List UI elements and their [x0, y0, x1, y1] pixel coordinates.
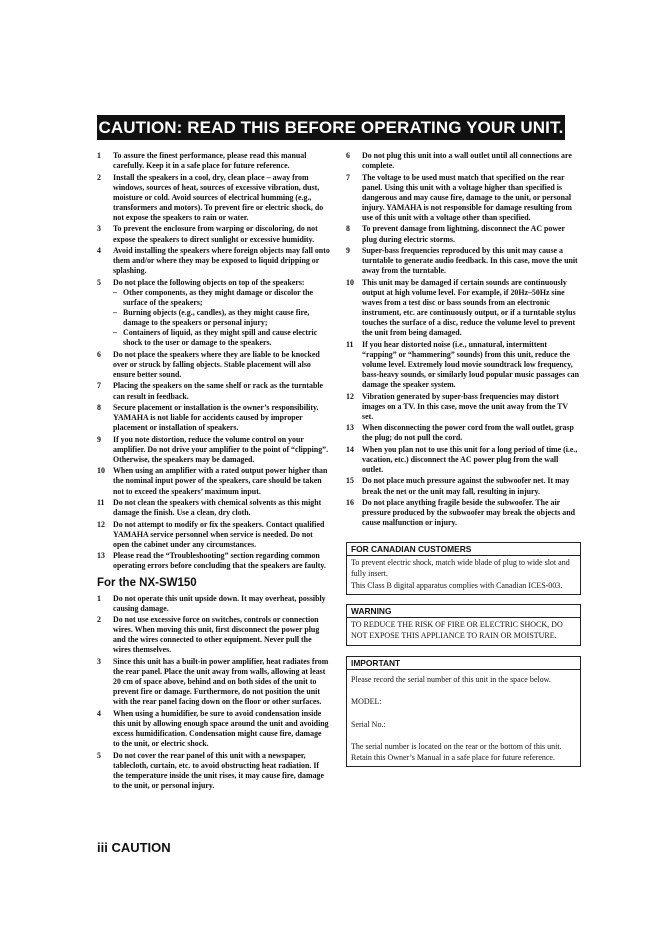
serial-location-text: The serial number is located on the rear or the bottom of this unit. [351, 741, 562, 751]
canadian-plug-notice: To prevent electric shock, match wide blade of plug to wide slot and fully insert. [351, 558, 570, 579]
item-number: 12 [346, 391, 354, 401]
item-number: 2 [97, 615, 101, 625]
list-item [97, 466, 330, 496]
item-text: Since this unit has a built-in power amplifier, heat radiates from the rear panel. Place the unit away from walls, allowing at least 20 cm of space above, behind and on both sides of the unit to prevent fire or damage. Furthermore, do not position the unit with the rear panel facing down on the floor or other surfaces. [113, 656, 329, 707]
item-text: Do not plug this unit into a wall outlet until all connections are complete. [362, 151, 572, 171]
dash-bullet: – [113, 328, 117, 338]
list-item [346, 278, 579, 339]
item-number: 6 [97, 349, 101, 359]
retain-manual-text: Retain this Owner’s Manual in a safe place for future reference. [351, 753, 555, 763]
list-item [97, 594, 330, 614]
list-item [97, 381, 330, 401]
item-text: To prevent the enclosure from warping or discoloring, do not expose the speakers to direct sunlight or excessive humidity. [113, 224, 318, 244]
item-text: Do not attempt to modify or fix the speakers. Contact qualified YAMAHA service personnel when service is needed. Do not open the cabinet under any circumstances. [113, 519, 325, 549]
item-number: 6 [346, 151, 350, 160]
warning-title: WARNING [347, 605, 580, 618]
item-number: 11 [97, 498, 105, 507]
item-text: Vibration generated by super-bass frequencies may distort images on a TV. In this case, move the unit away from the TV set. [362, 391, 568, 421]
caution-banner: CAUTION: READ THIS BEFORE OPERATING YOUR UNIT. [97, 115, 565, 140]
item-number: 13 [346, 423, 354, 433]
item-text: To prevent damage from lightning, disconnect the AC power plug during electric storms. [362, 224, 565, 244]
list-item [97, 520, 330, 550]
list-item [97, 498, 330, 518]
item-number: 4 [97, 708, 101, 718]
list-item [346, 392, 579, 422]
list-item [97, 751, 330, 791]
list-item [346, 423, 579, 443]
sub-item-text: Burning objects (e.g., candles), as they might cause fire, damage to the speakers or personal injury; [123, 307, 310, 328]
item-text: Do not operate this unit upside down. It may overheat, possibly causing damage. [113, 593, 326, 613]
dash-bullet: – [113, 307, 117, 317]
list-item [97, 403, 330, 433]
item-text: Do not place much pressure against the subwoofer net. It may break the net or the unit may fall, resulting in injury. [362, 476, 570, 496]
item-text: Secure placement or installation is the owner’s responsibility. YAMAHA is not liable for accidents caused by improper placement or installation of speakers. [113, 402, 319, 433]
list-item [346, 498, 579, 528]
dash-bullet: – [113, 287, 117, 297]
list-item [97, 246, 330, 276]
sub-list-item [113, 308, 330, 328]
item-text: Do not clean the speakers with chemical solvents as this might damage the finish. Use a clean, dry cloth. [113, 498, 322, 518]
item-number: 3 [97, 656, 101, 666]
item-text: The voltage to be used must match that specified on the rear panel. Using this unit with a voltage higher than specified is dangerous and may cause fire, damage to the unit, or personal injury. YAMAHA is not responsible for damage resulting from use of this unit with a voltage other than specified. [362, 172, 572, 222]
item-number: 14 [346, 444, 354, 454]
right-column [346, 151, 579, 530]
item-number: 12 [97, 519, 105, 529]
item-text: This unit may be damaged if certain sounds are continuously output at high volume level. For example, if 20Hz–50Hz sine waves from a test disc or bass sounds from an electronic instrument, etc. are continuously output, or if a turntable stylus touches the surface of a disc, reduce the volume level to prevent the unit from being damaged. [362, 277, 576, 338]
item-text: Do not use excessive force on switches, controls or connection wires. When moving this unit, first disconnect the power plug and the wires connected to other equipment. Never pull the wires themselves. [113, 615, 320, 655]
item-number: 2 [97, 172, 101, 182]
item-text: Placing the speakers on the same shelf or rack as the turntable can result in feedback. [113, 381, 324, 401]
important-title: IMPORTANT [347, 657, 580, 670]
item-text: When using a humidifier, be sure to avoid condensation inside this unit by allowing enough space around the unit and avoiding excess humidification. Condensation might cause fire, damage to the unit, or electric shock. [113, 708, 329, 749]
canadian-ices-notice: This Class B digital apparatus complies with Canadian ICES-003. [351, 580, 563, 590]
item-number: 9 [97, 434, 101, 444]
item-number: 9 [346, 246, 350, 256]
list-item [346, 445, 579, 475]
sub-list [113, 288, 330, 349]
item-number: 7 [97, 381, 101, 391]
important-box [346, 656, 581, 767]
list-item [346, 224, 579, 244]
list-item [346, 151, 579, 171]
item-text: If you note distortion, reduce the volume control on your amplifier. Do not drive your amplifier to the point of “clipping”. Otherwise, the speakers may be damaged. [113, 434, 329, 464]
list-item [97, 278, 330, 349]
list-item [97, 350, 330, 380]
left-column [97, 151, 330, 792]
item-number: 10 [346, 277, 354, 287]
list-item [97, 657, 330, 707]
item-number: 11 [346, 339, 354, 349]
item-text: Super-bass frequencies reproduced by this unit may cause a turntable to generate audio feedback. In this case, move the unit away from the turntable. [362, 246, 578, 276]
item-number: 5 [97, 750, 101, 760]
item-text: When using an amplifier with a rated output power higher than the nominal input power of the speakers, care should be taken not to exceed the speakers’ maximum input. [113, 466, 328, 496]
list-item [97, 224, 330, 244]
item-text: When you plan not to use this unit for a long period of time (i.e., vacation, etc.) disconnect the AC power plug from the wall outlet. [362, 444, 578, 474]
item-number: 16 [346, 498, 354, 507]
subwoofer-caution-list [97, 594, 330, 791]
list-item [97, 435, 330, 465]
list-item [346, 246, 579, 276]
item-text: Install the speakers in a cool, dry, clean place – away from windows, sources of heat, sources of excessive vibration, dust, moisture or cold. Avoid sources of electrical humming (e.g., transformers and motors). To prevent fire or electric shock, do not expose the speakers to rain or water. [113, 172, 324, 222]
item-text: When disconnecting the power cord from the wall outlet, grasp the plug; do not pull the cord. [362, 423, 574, 443]
list-item [97, 151, 330, 171]
item-text: Do not place the following objects on top of the speakers: [113, 277, 305, 287]
item-text: Avoid installing the speakers where foreign objects may fall onto them and/or where they may be exposed to liquid dripping or splashing. [113, 246, 330, 276]
list-item [346, 476, 579, 496]
item-number: 8 [97, 402, 101, 412]
model-label: MODEL: [351, 697, 382, 707]
canadian-customers-box [346, 542, 581, 595]
item-number: 5 [97, 277, 101, 287]
warning-box [346, 604, 581, 646]
item-text: To assure the finest performance, please read this manual carefully. Keep it in a safe place for future reference. [113, 151, 307, 171]
item-number: 3 [97, 224, 101, 234]
item-text: Please read the “Troubleshooting” section regarding common operating errors before concluding that the speakers are faulty. [113, 551, 326, 571]
sub-list-item [113, 328, 330, 348]
serial-label: Serial No.: [351, 719, 386, 729]
item-number: 13 [97, 551, 105, 561]
warning-text: TO REDUCE THE RISK OF FIRE OR ELECTRIC SHOCK, DO NOT EXPOSE THIS APPLIANCE TO RAIN OR MOISTURE. [351, 620, 563, 641]
list-item [346, 340, 579, 390]
page-footer: iii CAUTION [97, 840, 171, 855]
item-number: 4 [97, 246, 101, 256]
item-number: 7 [346, 172, 350, 182]
list-item [346, 173, 579, 223]
item-text: If you hear distorted noise (i.e., unnatural, intermittent “rapping” or “hammering” sounds) from this unit, reduce the volume level. Extremely loud movie soundtrack low frequency, bass-heavy sounds, or similarly loud popular music passages can damage the speaker system. [362, 339, 579, 390]
item-text: Do not place anything fragile beside the subwoofer. The air pressure produced by the subwoofer may break the objects and cause malfunction or injury. [362, 498, 575, 528]
record-serial-text: Please record the serial number of this unit in the space below. [351, 675, 551, 684]
item-number: 1 [97, 593, 101, 603]
list-item [97, 173, 330, 223]
sub-item-text: Other components, as they might damage or discolor the surface of the speakers; [123, 287, 314, 307]
item-number: 10 [97, 466, 105, 476]
item-text: Do not cover the rear panel of this unit with a newspaper, tablecloth, curtain, etc. to avoid obstructing heat radiation. If the temperature inside the unit rises, it may cause fire, damage to the unit, or personal injury. [113, 750, 324, 790]
sub-item-text: Containers of liquid, as they might spill and cause electric shock to the user or damage to the speakers. [123, 328, 318, 348]
item-number: 8 [346, 224, 350, 234]
sub-list-item [113, 288, 330, 308]
item-number: 15 [346, 476, 354, 486]
list-item [97, 551, 330, 571]
nx-sw150-heading: For the NX-SW150 [97, 577, 197, 590]
item-number: 1 [97, 151, 101, 160]
speaker-caution-list [97, 151, 330, 571]
list-item [97, 709, 330, 749]
item-text: Do not place the speakers where they are liable to be knocked over or struck by falling objects. Stable placement will also ensure better sound. [113, 349, 320, 379]
canadian-customers-title: FOR CANADIAN CUSTOMERS [347, 543, 580, 556]
subwoofer-caution-list-continued [346, 151, 579, 528]
list-item [97, 615, 330, 655]
